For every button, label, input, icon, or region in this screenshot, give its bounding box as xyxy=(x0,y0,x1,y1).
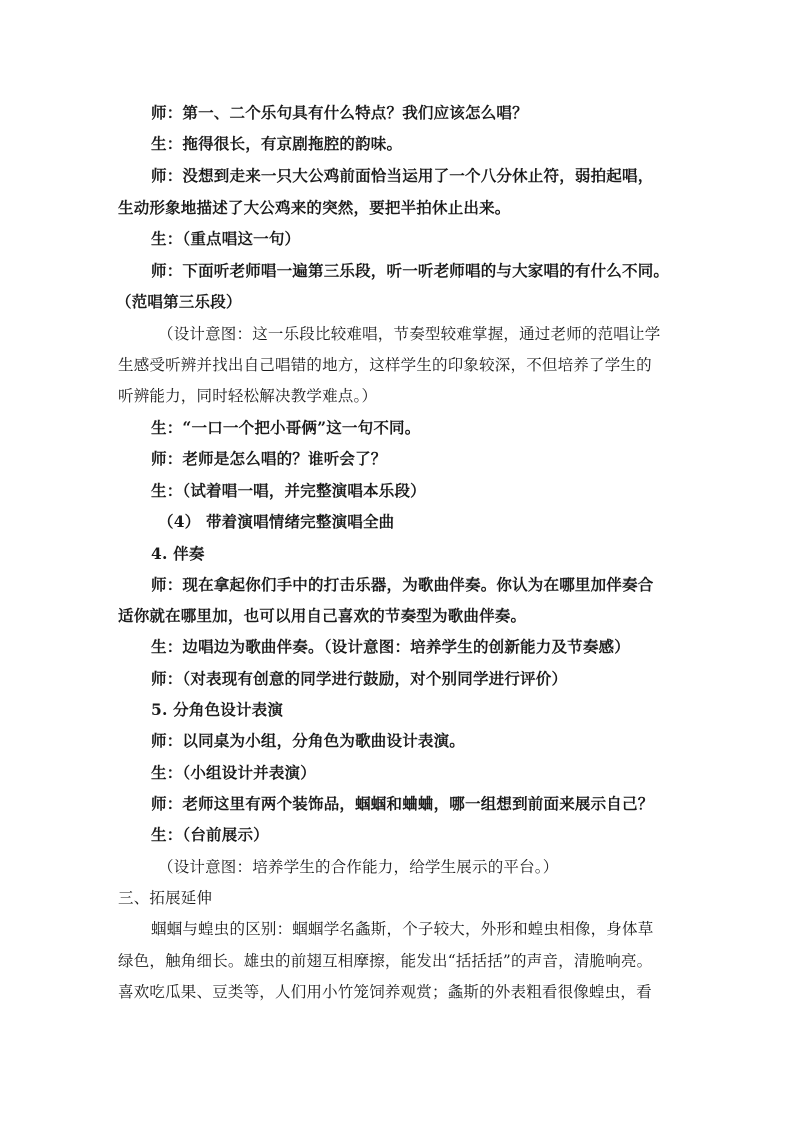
dialogue-line: 师：老师这里有两个装饰品，蝈蝈和蛐蛐，哪一组想到前面来展示自己？ xyxy=(151,794,654,813)
dialogue-line: 师：下面听老师唱一遍第三乐段，听一听老师唱的与大家唱的有什么不同。 xyxy=(151,261,670,280)
part-heading: 三、拓展延伸 xyxy=(118,889,213,907)
dialogue-line: 生：“一口一个把小哥俩”这一句不同。 xyxy=(151,418,421,437)
dialogue-line: 师：（对表现有创意的同学进行鼓励，对个别同学进行评价） xyxy=(151,669,568,688)
section-heading: 4. 伴奏 xyxy=(151,544,205,563)
dialogue-line: 生：（试着唱一唱，并完整演唱本乐段） xyxy=(151,481,426,500)
dialogue-line: 生：（重点唱这一句） xyxy=(151,229,301,248)
paragraph-line: 蝈蝈与蝗虫的区别：蝈蝈学名螽斯，个子较大，外形和蝗虫相像，身体草 xyxy=(151,920,654,938)
design-intent-line: 生感受听辨并找出自己唱错的地方，这样学生的印象较深，不但培养了学生的 xyxy=(118,356,652,374)
step-heading: （4） 带着演唱情绪完整演唱全曲 xyxy=(158,512,395,531)
dialogue-line: 师：没想到走来一只大公鸡前面恰当运用了一个八分休止符，弱拍起唱， xyxy=(151,166,654,185)
dialogue-line: （范唱第三乐段） xyxy=(116,292,242,311)
dialogue-line: 生动形象地描述了大公鸡来的突然，要把半拍休止出来。 xyxy=(118,198,511,217)
design-intent-line: （设计意图：这一乐段比较难唱，节奏型较难掌握，通过老师的范唱让学 xyxy=(158,325,661,343)
dialogue-line: 生：边唱边为歌曲伴奏。（设计意图：培养学生的创新能力及节奏感） xyxy=(151,637,630,656)
paragraph-line: 喜欢吃瓜果、豆类等，人们用小竹笼饲养观赏；螽斯的外表粗看很像蝗虫，看 xyxy=(118,983,652,1001)
dialogue-line: 适你就在哪里加，也可以用自己喜欢的节奏型为歌曲伴奏。 xyxy=(118,606,527,625)
paragraph-line: 绿色，触角细长。雄虫的前翅互相摩擦，能发出“括括括”的声音，清脆响亮。 xyxy=(118,952,653,970)
section-heading: 5. 分角色设计表演 xyxy=(151,700,284,719)
dialogue-line: 生：拖得很长，有京剧拖腔的韵味。 xyxy=(151,134,403,153)
dialogue-line: 师：老师是怎么唱的？谁听会了？ xyxy=(151,449,387,468)
dialogue-line: 生：（台前展示） xyxy=(151,825,269,844)
dialogue-line: 师：第一、二个乐句具有什么特点？我们应该怎么唱？ xyxy=(151,103,528,122)
dialogue-line: 生：（小组设计并表演） xyxy=(151,763,316,782)
design-intent-line: （设计意图：培养学生的合作能力，给学生展示的平台。） xyxy=(158,858,559,876)
design-intent-line: 听辨能力，同时轻松解决教学难点。） xyxy=(118,387,378,405)
dialogue-line: 师：以同桌为小组，分角色为歌曲设计表演。 xyxy=(151,731,466,750)
dialogue-line: 师：现在拿起你们手中的打击乐器，为歌曲伴奏。你认为在哪里加伴奏合 xyxy=(151,575,654,594)
